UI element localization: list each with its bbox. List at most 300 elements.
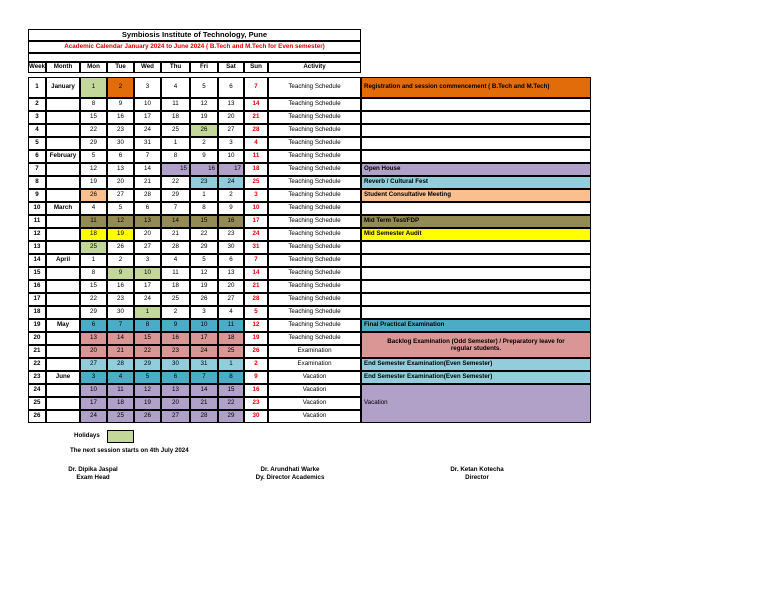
day-cell: 23 <box>107 293 134 306</box>
day-cell: 13 <box>218 267 244 280</box>
day-cell: 20 <box>218 280 244 293</box>
day-cell: 5 <box>190 254 218 267</box>
event-note: Open House <box>361 163 591 176</box>
month-label: April <box>46 254 80 267</box>
day-cell-sunday: 19 <box>244 332 268 345</box>
day-cell: 17 <box>218 163 244 176</box>
day-cell: 6 <box>218 77 244 98</box>
day-cell: 3 <box>80 371 107 384</box>
week-number: 7 <box>28 163 46 176</box>
day-cell: 12 <box>190 267 218 280</box>
activity-cell: Teaching Schedule <box>268 228 361 241</box>
calendar-subtitle: Academic Calendar January 2024 to June 2024 ( B.Tech and M.Tech for Even semester) <box>28 41 361 53</box>
day-cell: 27 <box>134 241 161 254</box>
month-label <box>46 267 80 280</box>
day-cell: 13 <box>107 163 134 176</box>
signature-name: Dr. Dipika Jaspal <box>68 466 118 473</box>
day-cell: 24 <box>134 124 161 137</box>
day-cell: 22 <box>190 228 218 241</box>
day-cell: 9 <box>107 98 134 111</box>
day-cell: 20 <box>134 228 161 241</box>
day-cell: 30 <box>107 137 134 150</box>
day-cell: 29 <box>218 410 244 423</box>
event-note <box>361 306 591 319</box>
week-number: 23 <box>28 371 46 384</box>
day-cell: 8 <box>80 267 107 280</box>
day-cell: 4 <box>161 77 190 98</box>
header-month: Month <box>46 62 80 73</box>
month-label <box>46 111 80 124</box>
day-cell: 3 <box>190 306 218 319</box>
day-cell: 5 <box>134 371 161 384</box>
day-cell: 18 <box>218 332 244 345</box>
week-number: 18 <box>28 306 46 319</box>
event-note: Reverb / Cultural Fest <box>361 176 591 189</box>
day-cell-sunday: 16 <box>244 384 268 397</box>
day-cell: 19 <box>190 280 218 293</box>
day-cell: 19 <box>190 111 218 124</box>
month-label <box>46 410 80 423</box>
activity-cell: Teaching Schedule <box>268 124 361 137</box>
activity-cell: Teaching Schedule <box>268 77 361 98</box>
activity-cell: Teaching Schedule <box>268 176 361 189</box>
event-note: End Semester Examination(Even Semester) <box>361 371 591 384</box>
day-cell: 6 <box>161 371 190 384</box>
header-thu: Thu <box>161 62 190 73</box>
month-label: January <box>46 77 80 98</box>
month-label <box>46 228 80 241</box>
event-note <box>361 254 591 267</box>
day-cell-sunday: 28 <box>244 293 268 306</box>
day-cell-sunday: 14 <box>244 98 268 111</box>
event-note: Mid Term Test/FDP <box>361 215 591 228</box>
week-number: 8 <box>28 176 46 189</box>
activity-cell: Teaching Schedule <box>268 150 361 163</box>
signature-role: Exam Head <box>76 474 110 482</box>
day-cell-sunday: 28 <box>244 124 268 137</box>
legend-label: Holidays <box>74 432 100 439</box>
day-cell: 28 <box>161 241 190 254</box>
day-cell: 2 <box>218 189 244 202</box>
day-cell: 28 <box>134 189 161 202</box>
signature-role: Director <box>465 474 489 482</box>
week-number: 15 <box>28 267 46 280</box>
day-cell: 26 <box>80 189 107 202</box>
day-cell: 31 <box>134 137 161 150</box>
signature-role: Dy. Director Academics <box>255 474 325 482</box>
activity-cell: Teaching Schedule <box>268 189 361 202</box>
month-label <box>46 215 80 228</box>
week-number: 16 <box>28 280 46 293</box>
day-cell: 18 <box>80 228 107 241</box>
day-cell: 16 <box>190 163 218 176</box>
week-number: 4 <box>28 124 46 137</box>
day-cell: 26 <box>134 410 161 423</box>
signature-director <box>440 466 514 483</box>
month-label: June <box>46 371 80 384</box>
day-cell: 29 <box>80 306 107 319</box>
day-cell-sunday: 24 <box>244 228 268 241</box>
day-cell-sunday: 11 <box>244 150 268 163</box>
signature-dy-director <box>250 466 330 483</box>
activity-cell: Teaching Schedule <box>268 137 361 150</box>
day-cell: 17 <box>80 397 107 410</box>
day-cell: 5 <box>107 202 134 215</box>
day-cell: 11 <box>107 384 134 397</box>
day-cell: 5 <box>190 77 218 98</box>
activity-cell: Vacation <box>268 410 361 423</box>
header-tue: Tue <box>107 62 134 73</box>
month-label <box>46 241 80 254</box>
header-week: Week <box>28 62 46 73</box>
day-cell: 6 <box>218 254 244 267</box>
day-cell: 11 <box>161 267 190 280</box>
activity-cell: Teaching Schedule <box>268 267 361 280</box>
day-cell: 15 <box>80 111 107 124</box>
event-note <box>361 98 591 111</box>
day-cell: 10 <box>190 319 218 332</box>
day-cell: 30 <box>218 241 244 254</box>
calendar-title: Symbiosis Institute of Technology, Pune <box>28 29 361 41</box>
day-cell: 1 <box>80 254 107 267</box>
day-cell: 16 <box>107 280 134 293</box>
day-cell-sunday: 18 <box>244 163 268 176</box>
day-cell: 20 <box>80 345 107 358</box>
event-note <box>361 150 591 163</box>
event-note <box>361 124 591 137</box>
day-cell: 8 <box>190 202 218 215</box>
day-cell: 18 <box>161 111 190 124</box>
day-cell: 15 <box>134 332 161 345</box>
week-number: 5 <box>28 137 46 150</box>
day-cell-sunday: 26 <box>244 345 268 358</box>
day-cell: 17 <box>134 111 161 124</box>
day-cell: 25 <box>80 241 107 254</box>
day-cell: 13 <box>161 384 190 397</box>
day-cell: 24 <box>134 293 161 306</box>
activity-cell: Vacation <box>268 397 361 410</box>
day-cell: 3 <box>134 77 161 98</box>
day-cell: 23 <box>218 228 244 241</box>
event-note <box>361 280 591 293</box>
month-label <box>46 397 80 410</box>
activity-cell: Teaching Schedule <box>268 293 361 306</box>
event-note <box>361 267 591 280</box>
day-cell: 6 <box>134 202 161 215</box>
day-cell: 20 <box>161 397 190 410</box>
signature-name: Dr. Arundhati Warke <box>260 466 320 473</box>
day-cell: 23 <box>107 124 134 137</box>
day-cell: 6 <box>80 319 107 332</box>
day-cell: 21 <box>161 228 190 241</box>
day-cell: 27 <box>218 293 244 306</box>
day-cell: 13 <box>80 332 107 345</box>
day-cell: 19 <box>80 176 107 189</box>
month-label <box>46 280 80 293</box>
day-cell: 17 <box>134 280 161 293</box>
event-note: Mid Semester Audit <box>361 228 591 241</box>
day-cell: 26 <box>190 293 218 306</box>
header-mon: Mon <box>80 62 107 73</box>
day-cell: 10 <box>134 267 161 280</box>
week-number: 2 <box>28 98 46 111</box>
week-number: 14 <box>28 254 46 267</box>
day-cell: 22 <box>80 293 107 306</box>
day-cell: 12 <box>107 215 134 228</box>
week-number: 9 <box>28 189 46 202</box>
day-cell: 3 <box>218 137 244 150</box>
day-cell: 15 <box>161 163 190 176</box>
day-cell-sunday: 21 <box>244 280 268 293</box>
week-number: 17 <box>28 293 46 306</box>
week-number: 11 <box>28 215 46 228</box>
day-cell: 1 <box>190 189 218 202</box>
day-cell: 27 <box>107 189 134 202</box>
day-cell: 23 <box>161 345 190 358</box>
day-cell: 13 <box>218 98 244 111</box>
month-label: February <box>46 150 80 163</box>
day-cell: 11 <box>80 215 107 228</box>
day-cell-sunday: 7 <box>244 77 268 98</box>
week-number: 12 <box>28 228 46 241</box>
day-cell: 31 <box>190 358 218 371</box>
day-cell: 4 <box>107 371 134 384</box>
header-sat: Sat <box>218 62 244 73</box>
day-cell: 15 <box>218 384 244 397</box>
day-cell: 10 <box>134 98 161 111</box>
day-cell: 26 <box>190 124 218 137</box>
day-cell: 21 <box>134 176 161 189</box>
signature-name: Dr. Ketan Kotecha <box>450 466 504 473</box>
day-cell: 1 <box>134 306 161 319</box>
day-cell-sunday: 25 <box>244 176 268 189</box>
day-cell: 11 <box>161 98 190 111</box>
event-note <box>361 137 591 150</box>
day-cell: 7 <box>190 371 218 384</box>
activity-cell: Vacation <box>268 371 361 384</box>
month-label: March <box>46 202 80 215</box>
header-activity: Activity <box>268 62 361 73</box>
day-cell: 22 <box>218 397 244 410</box>
day-cell: 27 <box>80 358 107 371</box>
day-cell: 8 <box>161 150 190 163</box>
day-cell: 22 <box>80 124 107 137</box>
day-cell: 9 <box>161 319 190 332</box>
day-cell: 7 <box>161 202 190 215</box>
event-note <box>361 202 591 215</box>
event-note: Backlog Examination (Odd Semester) / Preparatory leave for regular students. <box>361 332 591 358</box>
day-cell: 19 <box>134 397 161 410</box>
day-cell-sunday: 5 <box>244 306 268 319</box>
day-cell: 6 <box>107 150 134 163</box>
day-cell: 10 <box>80 384 107 397</box>
activity-cell: Teaching Schedule <box>268 306 361 319</box>
day-cell: 14 <box>134 163 161 176</box>
day-cell: 16 <box>161 332 190 345</box>
day-cell: 7 <box>107 319 134 332</box>
header-wed: Wed <box>134 62 161 73</box>
day-cell-sunday: 17 <box>244 215 268 228</box>
day-cell: 14 <box>107 332 134 345</box>
week-number: 24 <box>28 384 46 397</box>
day-cell: 27 <box>161 410 190 423</box>
activity-cell: Examination <box>268 345 361 358</box>
day-cell: 4 <box>218 306 244 319</box>
day-cell: 21 <box>190 397 218 410</box>
day-cell-sunday: 23 <box>244 397 268 410</box>
activity-cell: Teaching Schedule <box>268 202 361 215</box>
event-note: Vacation <box>361 384 591 423</box>
day-cell: 2 <box>161 306 190 319</box>
header-sun: Sun <box>244 62 268 73</box>
day-cell: 21 <box>107 345 134 358</box>
activity-cell: Teaching Schedule <box>268 163 361 176</box>
activity-cell: Examination <box>268 358 361 371</box>
day-cell: 22 <box>161 176 190 189</box>
event-note: End Semester Examination(Even Semester) <box>361 358 591 371</box>
event-note <box>361 293 591 306</box>
day-cell: 30 <box>107 306 134 319</box>
day-cell-sunday: 10 <box>244 202 268 215</box>
day-cell: 13 <box>134 215 161 228</box>
day-cell: 5 <box>80 150 107 163</box>
day-cell: 12 <box>190 98 218 111</box>
day-cell: 14 <box>161 215 190 228</box>
day-cell: 15 <box>190 215 218 228</box>
day-cell: 2 <box>190 137 218 150</box>
week-number: 25 <box>28 397 46 410</box>
day-cell: 26 <box>107 241 134 254</box>
day-cell: 25 <box>161 293 190 306</box>
day-cell: 28 <box>190 410 218 423</box>
day-cell: 8 <box>218 371 244 384</box>
day-cell: 7 <box>134 150 161 163</box>
day-cell: 16 <box>218 215 244 228</box>
activity-cell: Teaching Schedule <box>268 98 361 111</box>
day-cell: 1 <box>161 137 190 150</box>
header-spacer <box>28 53 361 62</box>
day-cell: 12 <box>80 163 107 176</box>
month-label <box>46 293 80 306</box>
event-note: Final Practical Examination <box>361 319 591 332</box>
day-cell: 4 <box>80 202 107 215</box>
day-cell: 12 <box>134 384 161 397</box>
week-number: 1 <box>28 77 46 98</box>
day-cell: 1 <box>218 358 244 371</box>
day-cell-sunday: 31 <box>244 241 268 254</box>
activity-cell: Teaching Schedule <box>268 280 361 293</box>
day-cell: 29 <box>190 241 218 254</box>
day-cell: 18 <box>107 397 134 410</box>
day-cell-sunday: 30 <box>244 410 268 423</box>
week-number: 3 <box>28 111 46 124</box>
activity-cell: Vacation <box>268 384 361 397</box>
next-session-note: The next session starts on 4th July 2024 <box>70 447 189 454</box>
day-cell-sunday: 12 <box>244 319 268 332</box>
month-label <box>46 176 80 189</box>
day-cell: 16 <box>107 111 134 124</box>
event-note <box>361 111 591 124</box>
activity-cell: Teaching Schedule <box>268 241 361 254</box>
day-cell: 1 <box>80 77 107 98</box>
day-cell: 20 <box>218 111 244 124</box>
activity-cell: Teaching Schedule <box>268 215 361 228</box>
day-cell: 27 <box>218 124 244 137</box>
month-label <box>46 345 80 358</box>
week-number: 20 <box>28 332 46 345</box>
day-cell-sunday: 2 <box>244 358 268 371</box>
day-cell: 19 <box>107 228 134 241</box>
day-cell: 14 <box>190 384 218 397</box>
activity-cell: Teaching Schedule <box>268 111 361 124</box>
week-number: 19 <box>28 319 46 332</box>
day-cell: 25 <box>107 410 134 423</box>
event-note: Student Consultative Meeting <box>361 189 591 202</box>
day-cell: 11 <box>218 319 244 332</box>
week-number: 10 <box>28 202 46 215</box>
activity-cell: Teaching Schedule <box>268 254 361 267</box>
header-fri: Fri <box>190 62 218 73</box>
day-cell: 18 <box>161 280 190 293</box>
day-cell: 24 <box>218 176 244 189</box>
day-cell-sunday: 21 <box>244 111 268 124</box>
activity-cell: Teaching Schedule <box>268 319 361 332</box>
event-note <box>361 241 591 254</box>
day-cell-sunday: 4 <box>244 137 268 150</box>
month-label <box>46 98 80 111</box>
day-cell-sunday: 9 <box>244 371 268 384</box>
week-number: 21 <box>28 345 46 358</box>
day-cell-sunday: 14 <box>244 267 268 280</box>
day-cell: 9 <box>218 202 244 215</box>
day-cell: 30 <box>161 358 190 371</box>
month-label <box>46 163 80 176</box>
day-cell: 8 <box>134 319 161 332</box>
week-number: 13 <box>28 241 46 254</box>
day-cell-sunday: 3 <box>244 189 268 202</box>
day-cell: 24 <box>190 345 218 358</box>
day-cell: 4 <box>161 254 190 267</box>
day-cell-sunday: 7 <box>244 254 268 267</box>
week-number: 26 <box>28 410 46 423</box>
month-label <box>46 189 80 202</box>
day-cell: 29 <box>80 137 107 150</box>
day-cell: 3 <box>134 254 161 267</box>
signature-exam-head <box>60 466 126 483</box>
week-number: 6 <box>28 150 46 163</box>
day-cell: 25 <box>218 345 244 358</box>
day-cell: 29 <box>161 189 190 202</box>
day-cell: 9 <box>107 267 134 280</box>
month-label <box>46 358 80 371</box>
day-cell: 20 <box>107 176 134 189</box>
day-cell: 23 <box>190 176 218 189</box>
legend-swatch <box>107 430 134 443</box>
month-label <box>46 384 80 397</box>
day-cell: 10 <box>218 150 244 163</box>
month-label <box>46 124 80 137</box>
week-number: 22 <box>28 358 46 371</box>
event-note: Registration and session commencement ( B.Tech and M.Tech) <box>361 77 591 98</box>
activity-cell: Teaching Schedule <box>268 332 361 345</box>
month-label <box>46 137 80 150</box>
day-cell: 15 <box>80 280 107 293</box>
day-cell: 2 <box>107 77 134 98</box>
month-label <box>46 332 80 345</box>
day-cell: 9 <box>190 150 218 163</box>
day-cell: 28 <box>107 358 134 371</box>
day-cell: 29 <box>134 358 161 371</box>
